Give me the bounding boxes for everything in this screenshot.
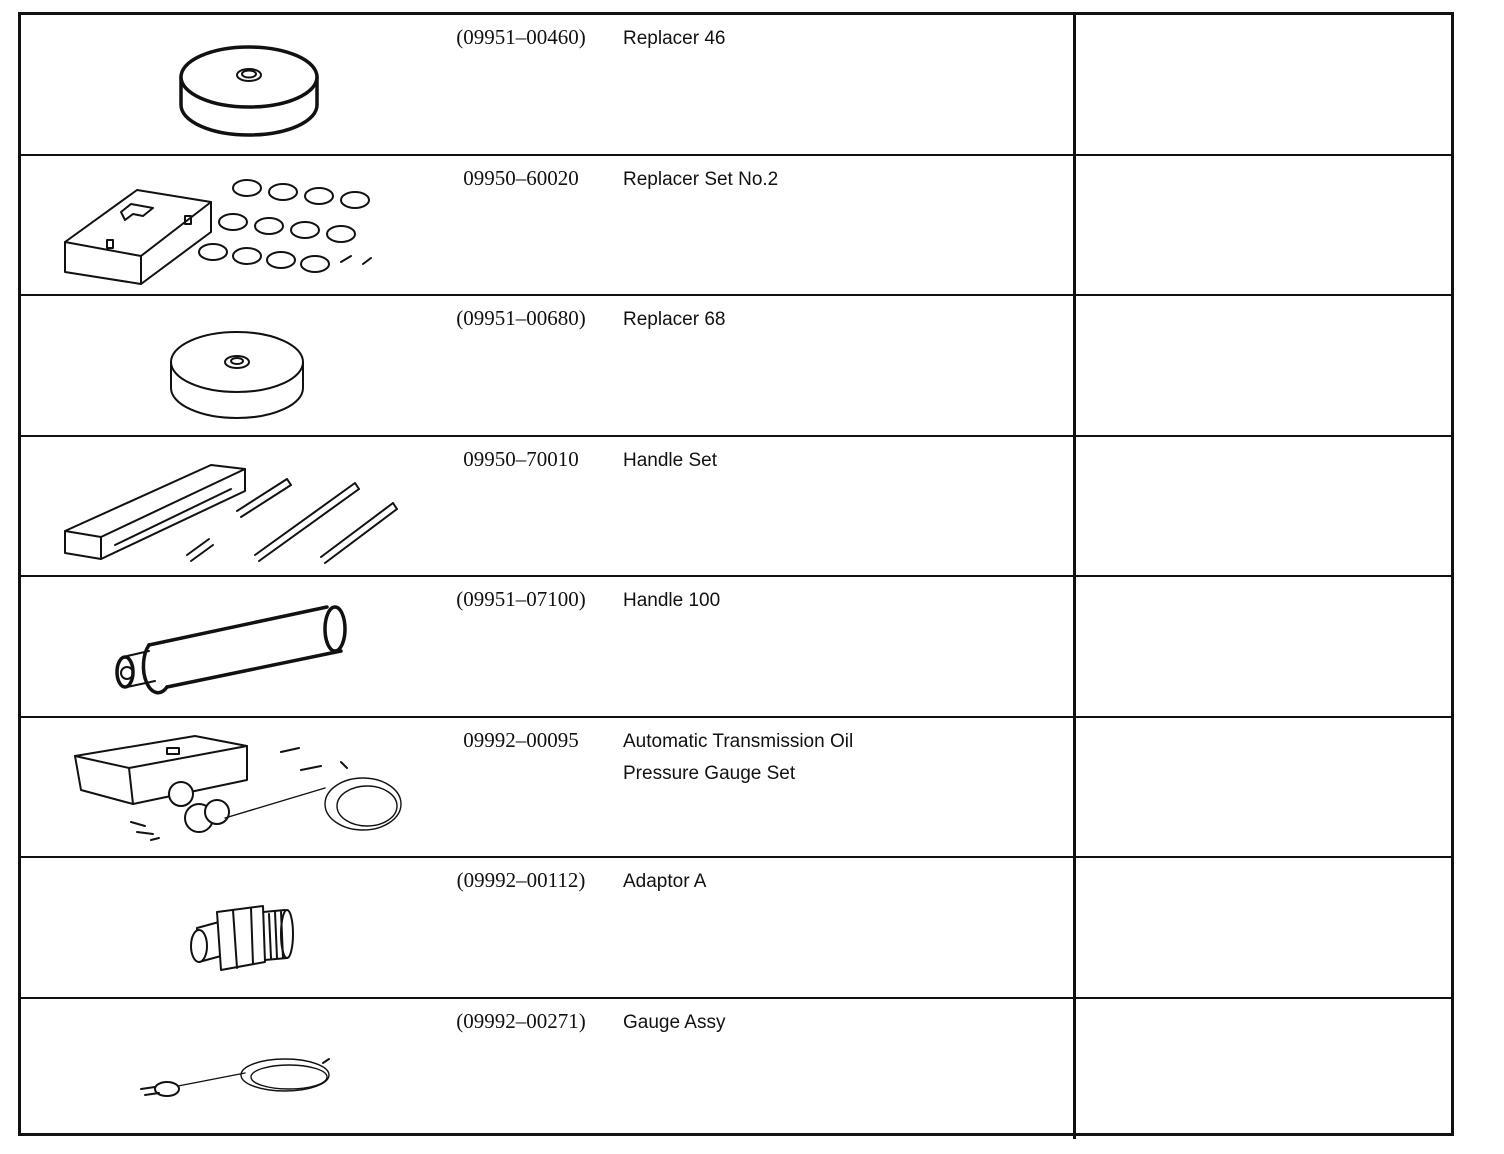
column-divider [1073, 718, 1076, 857]
column-divider [1073, 858, 1076, 997]
column-divider [1073, 156, 1076, 295]
part-number: (09951–00460) [456, 25, 586, 49]
table-row [21, 437, 1451, 578]
part-number: (09951–00680) [456, 306, 586, 330]
table-row [21, 156, 1451, 297]
table-row [21, 858, 1451, 999]
special-tools-table [18, 12, 1454, 1136]
column-divider [1073, 15, 1076, 154]
tool-name: Automatic Transmission Oil Pressure Gauge Set [623, 730, 854, 784]
part-number: (09951–07100) [456, 587, 586, 611]
tool-name: Replacer 68 [623, 309, 726, 330]
replacer-68-icon [41, 300, 421, 428]
column-divider [1073, 577, 1076, 716]
table-row [21, 718, 1451, 859]
table-row [21, 296, 1451, 437]
column-divider [1073, 999, 1076, 1140]
gauge-assy-icon [41, 1003, 421, 1131]
handle-100-icon [41, 581, 421, 709]
oil-pressure-gauge-set-icon [41, 722, 421, 850]
part-number: (09992–00271) [456, 1008, 586, 1033]
tool-name: Replacer Set No.2 [623, 168, 779, 190]
part-number: (09992–00112) [456, 868, 586, 892]
part-number: 09950–70010 [463, 446, 579, 471]
tool-name: Replacer 46 [623, 28, 726, 49]
part-number: 09950–60020 [463, 165, 579, 190]
column-divider [1073, 437, 1076, 576]
tool-name: Gauge Assy [623, 1011, 726, 1033]
table-row [21, 577, 1451, 718]
replacer-set-icon [41, 160, 421, 288]
table-row [21, 15, 1451, 156]
replacer-46-icon [41, 19, 421, 147]
tool-name: Adaptor A [623, 871, 707, 892]
tool-name: Handle Set [623, 449, 718, 471]
part-number: 09992–00095 [463, 727, 579, 752]
handle-set-icon [41, 441, 421, 569]
table-row [21, 999, 1451, 1140]
adaptor-icon [41, 862, 421, 990]
tool-name: Handle 100 [623, 590, 721, 611]
column-divider [1073, 296, 1076, 435]
